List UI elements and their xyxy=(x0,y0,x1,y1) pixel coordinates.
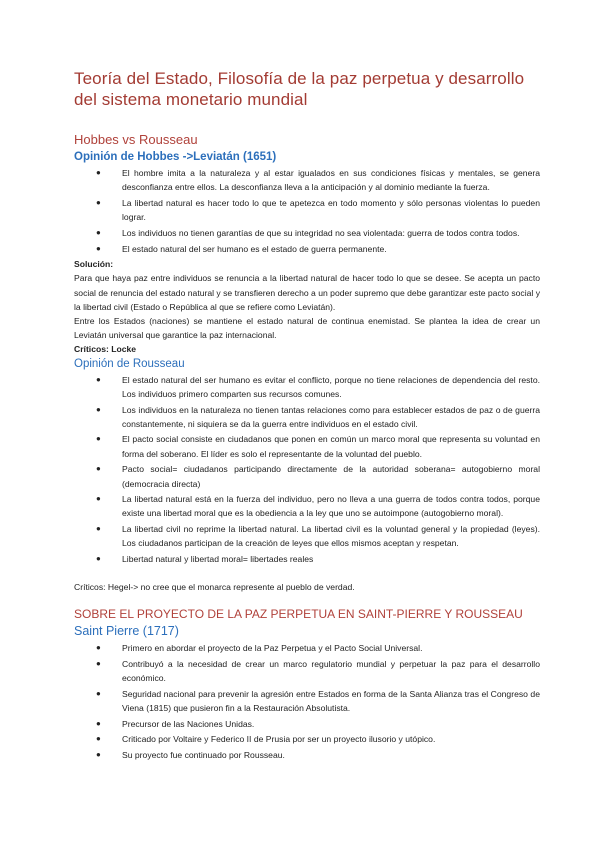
list-item: ● La libertad natural es hacer todo lo que te apetezca en todo momento y sólo personas violentas lo pueden lograr. xyxy=(96,197,540,223)
bullet-icon: ● xyxy=(96,464,101,474)
list-item: ● Precursor de las Naciones Unidas. xyxy=(96,717,540,731)
solution-label: Solución: xyxy=(74,259,114,270)
solution-paragraph-2: Entre los Estados (naciones) se mantiene el estado natural de continua enemistad. Se plantea la idea de crear un Leviatán universal que garantice la paz internacional. xyxy=(74,316,540,341)
solution-paragraph-1: Para que haya paz entre individuos se renuncia a la libertad natural de hacer todo lo que se desee. Se acepta un pacto social de renuncia del estado natural y se transfieren derecho a un poder supremo que debe garantizar este pacto social y la libertad civil (Estado o República al que se refiere como Leviatán). xyxy=(74,273,540,312)
bullet-icon: ● xyxy=(96,374,101,384)
list-item: ● Criticado por Voltaire y Federico II de Prusia por ser un proyecto ilusorio y utópico. xyxy=(96,732,540,746)
bullet-icon: ● xyxy=(96,168,101,177)
bullet-icon: ● xyxy=(96,718,101,728)
list-item: ● Contribuyó a la necesidad de crear un marco regulatorio mundial y perpetuar la paz para el desarrollo económico. xyxy=(96,658,540,683)
list-item: ● Los individuos no tienen garantías de que su integridad no sea violentada: guerra de todos contra todos. xyxy=(96,226,540,240)
list-item: ● La libertad civil no reprime la libertad natural. La libertad civil es la voluntad general y la propiedad (leyes). Los ciudadanos participan de la creación de leyes que ellos mismos aceptan y respetan. xyxy=(96,524,540,549)
list-item: ● El estado natural del ser humano es el estado de guerra permanente. xyxy=(96,242,540,256)
bullet-icon: ● xyxy=(96,227,101,237)
subheading-hobbes: Opinión de Hobbes ->Leviatán (1651) xyxy=(74,151,277,163)
list-item: ● Primero en abordar el proyecto de la Paz Perpetua y el Pacto Social Universal. xyxy=(96,641,540,655)
rousseau-bullet-list xyxy=(74,373,540,567)
bullet-icon: ● xyxy=(96,524,101,534)
list-item: ● El hombre imita a la naturaleza y al estar igualados en sus condiciones físicas y mentales, se genera desconfianza entre ellos. La desconfianza lleva a la anticipación y al dominio mediante la fuerza. xyxy=(96,168,540,193)
section-heading-paz-perpetua: SOBRE EL PROYECTO DE LA PAZ PERPETUA EN SAINT-PIERRE Y ROUSSEAU xyxy=(74,606,523,621)
saint-pierre-bullet-list xyxy=(74,641,540,762)
bullet-icon: ● xyxy=(96,404,101,414)
bullet-icon: ● xyxy=(96,658,101,668)
section-heading-hobbes-vs-rousseau: Hobbes vs Rousseau xyxy=(74,132,198,147)
list-item: ● El pacto social consiste en ciudadanos que ponen en común un marco moral que representa su voluntad en forma del soberano. El líder es solo el representante de la voluntad del pueblo. xyxy=(96,434,540,459)
bullet-icon: ● xyxy=(96,554,101,564)
bullet-icon: ● xyxy=(96,243,101,253)
bullet-icon: ● xyxy=(96,197,101,207)
bullet-icon: ● xyxy=(96,434,101,444)
bullet-icon: ● xyxy=(96,688,101,698)
list-item: ● Su proyecto fue continuado por Rousseau. xyxy=(96,748,540,762)
hobbes-bullet-list xyxy=(74,166,540,256)
document-title: Teoría del Estado, Filosofía de la paz perpetua y desarrollo del sistema monetario mundial xyxy=(74,69,525,109)
subheading-rousseau: Opinión de Rousseau xyxy=(74,357,185,370)
list-item: ● El estado natural del ser humano es evitar el conflicto, porque no tiene relaciones de dependencia del resto. Los individuos primero comparten sus recursos comunes. xyxy=(96,374,540,399)
bullet-icon: ● xyxy=(96,494,101,504)
subheading-saint-pierre: Saint Pierre (1717) xyxy=(74,623,179,638)
list-item: ● Los individuos en la naturaleza no tienen tantas relaciones como para establecer estados de paz o de guerra constantemente, ni siquiera se da la guerra entre individuos en el estado civil. xyxy=(96,404,540,429)
list-item: ● La libertad natural está en la fuerza del individuo, pero no lleva a una guerra de todos contra todos, porque existe una libertad moral que es la obediencia a la ley que uno se autoimpone (autogobierno moral). xyxy=(96,494,540,519)
list-item: ● Pacto social= ciudadanos participando directamente de la autoridad soberana= autogobierno moral (democracia directa) xyxy=(96,464,540,489)
bullet-icon: ● xyxy=(96,749,101,759)
bullet-icon: ● xyxy=(96,734,101,744)
list-item: ● Libertad natural y libertad moral= libertades reales xyxy=(96,552,540,566)
rousseau-critics: Críticos: Hegel-> no cree que el monarca represente al pueblo de verdad. xyxy=(74,581,355,592)
hobbes-critics: Críticos: Locke xyxy=(74,344,137,355)
bullet-icon: ● xyxy=(96,642,101,652)
list-item: ● Seguridad nacional para prevenir la agresión entre Estados en forma de la Santa Alianza tras el Congreso de Viena (1815) que pusieron fin a la Restauración Absolutista. xyxy=(96,688,540,713)
